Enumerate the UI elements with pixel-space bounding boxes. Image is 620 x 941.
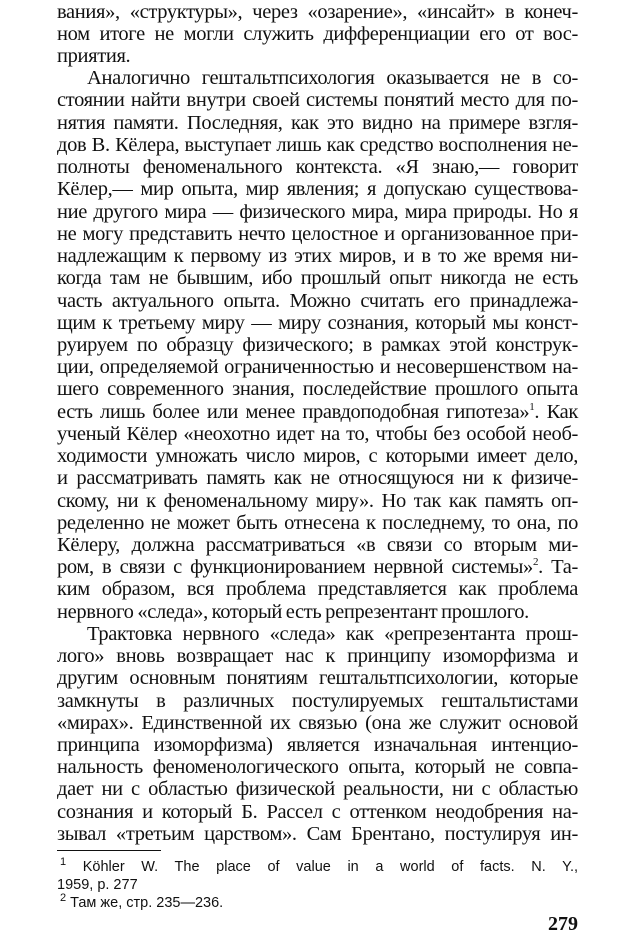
text-line: Кёлер,— мир опыта, мир явления; я допускаю существова- — [57, 178, 578, 200]
footnote-2 — [60, 894, 223, 912]
text-line: ции, определяемой ограниченностью и несовершенством на- — [57, 356, 578, 378]
text-line: принципа изоморфизма) является изначальная интенцио- — [57, 734, 578, 756]
footnote-ref-2: 2 — [532, 556, 539, 569]
page-number: 279 — [548, 913, 578, 935]
text-line: ходимости умножать число миров, с которыми имеет дело, — [57, 445, 578, 467]
footnote-2-mark: 2 — [60, 892, 67, 905]
text-line: шего современного знания, последействие прошлого опыта — [57, 378, 578, 400]
line-text: есть лишь более или менее правдоподобная гипотеза» — [57, 401, 530, 423]
footnote-1-mark: 1 — [60, 856, 67, 869]
text-line: «мирах». Единственной их связью (она же служит основой — [57, 712, 578, 734]
text-line: руируем по образцу физического; в рамках этой конструк- — [57, 334, 578, 356]
text-line: не могу представить нечто целостное и организованное при- — [57, 223, 578, 245]
text-line: полноты феноменального контекста. «Я знаю,— говорит — [57, 156, 578, 178]
text-line: другим основным понятиям гештальтпсихологии, которые — [57, 667, 578, 689]
text-line: щим к третьему миру — миру сознания, который мы конст- — [57, 312, 578, 334]
text-line: зывал «третьим царством». Сам Брентано, постулируя ин- — [57, 823, 578, 845]
footnote-2-text: Там же, стр. 235—236. — [70, 895, 224, 911]
text-line: нальность феноменологического опыта, который не совпа- — [57, 756, 578, 778]
footnote-1 — [60, 858, 578, 876]
text-line: когда там не бывшим, ибо прошлый опыт никогда не есть — [57, 267, 578, 289]
text-line: дов В. Кёлера, выступает лишь как средство восполнения не- — [57, 134, 578, 156]
text-line: стоянии найти внутри своей системы понятий место для по- — [57, 89, 578, 111]
text-line: ученый Кёлер «неохотно идет на то, чтобы без особой необ- — [57, 423, 578, 445]
line-text: ром, в связи с функционированием нервной системы» — [57, 556, 533, 578]
text-line: часть актуального опыта. Можно считать его принадлежа- — [57, 290, 578, 312]
text-line: ким образом, вся проблема представляется как проблема — [57, 578, 578, 600]
text-line: ределенно не может быть отнесена к последнему, то она, по — [57, 512, 578, 534]
text-line: сознания и который Б. Рассел с оттенком неодобрения на- — [57, 801, 578, 823]
text-line: надлежащим к первому из этих миров, и в то же время ни- — [57, 245, 578, 267]
footnote-1-text: Köhler W. The place of value in a world of facts. N. Y., — [82, 859, 579, 875]
text-line: лого» вновь возвращает нас к принципу изоморфизма и — [57, 645, 578, 667]
text-line: замкнуты в различных постулируемых гештальтистами — [57, 690, 578, 712]
text-line: Кёлеру, должна рассматриваться «в связи со вторым ми- — [57, 534, 578, 556]
line-tail: . Та- — [538, 556, 578, 578]
paragraph-first-line: Трактовка нервного «следа» как «репрезентанта прош- — [87, 623, 578, 645]
text-line: нятия памяти. Последняя, как это видно на примере взгля- — [57, 112, 578, 134]
text-line: ние другого мира — физического мира, мира природы. Но я — [57, 201, 578, 223]
text-line: вания», «структуры», через «озарение», «инсайт» в конеч- — [57, 1, 578, 23]
line-tail: . Как — [534, 401, 578, 423]
text-line: скому, ни к феноменальному миру». Но так как память оп- — [57, 490, 578, 512]
paragraph-first-line: Аналогично гештальтпсихология оказывается не в со- — [87, 67, 578, 89]
text-line: и рассматривать память как не относящуюся ни к физиче- — [57, 467, 578, 489]
text-line: дает ни с областью физической реальности, ни с областью — [57, 778, 578, 800]
text-line: приятия. — [57, 45, 131, 67]
text-line: ном итоге не могли служить дифференциации его от вос- — [57, 23, 578, 45]
footnote-1-continuation: 1959, p. 277 — [57, 877, 138, 893]
text-line: нервного «следа», который есть репрезентант прошлого. — [57, 601, 529, 623]
footnote-divider — [57, 850, 161, 851]
footnote-ref-1: 1 — [529, 401, 535, 414]
